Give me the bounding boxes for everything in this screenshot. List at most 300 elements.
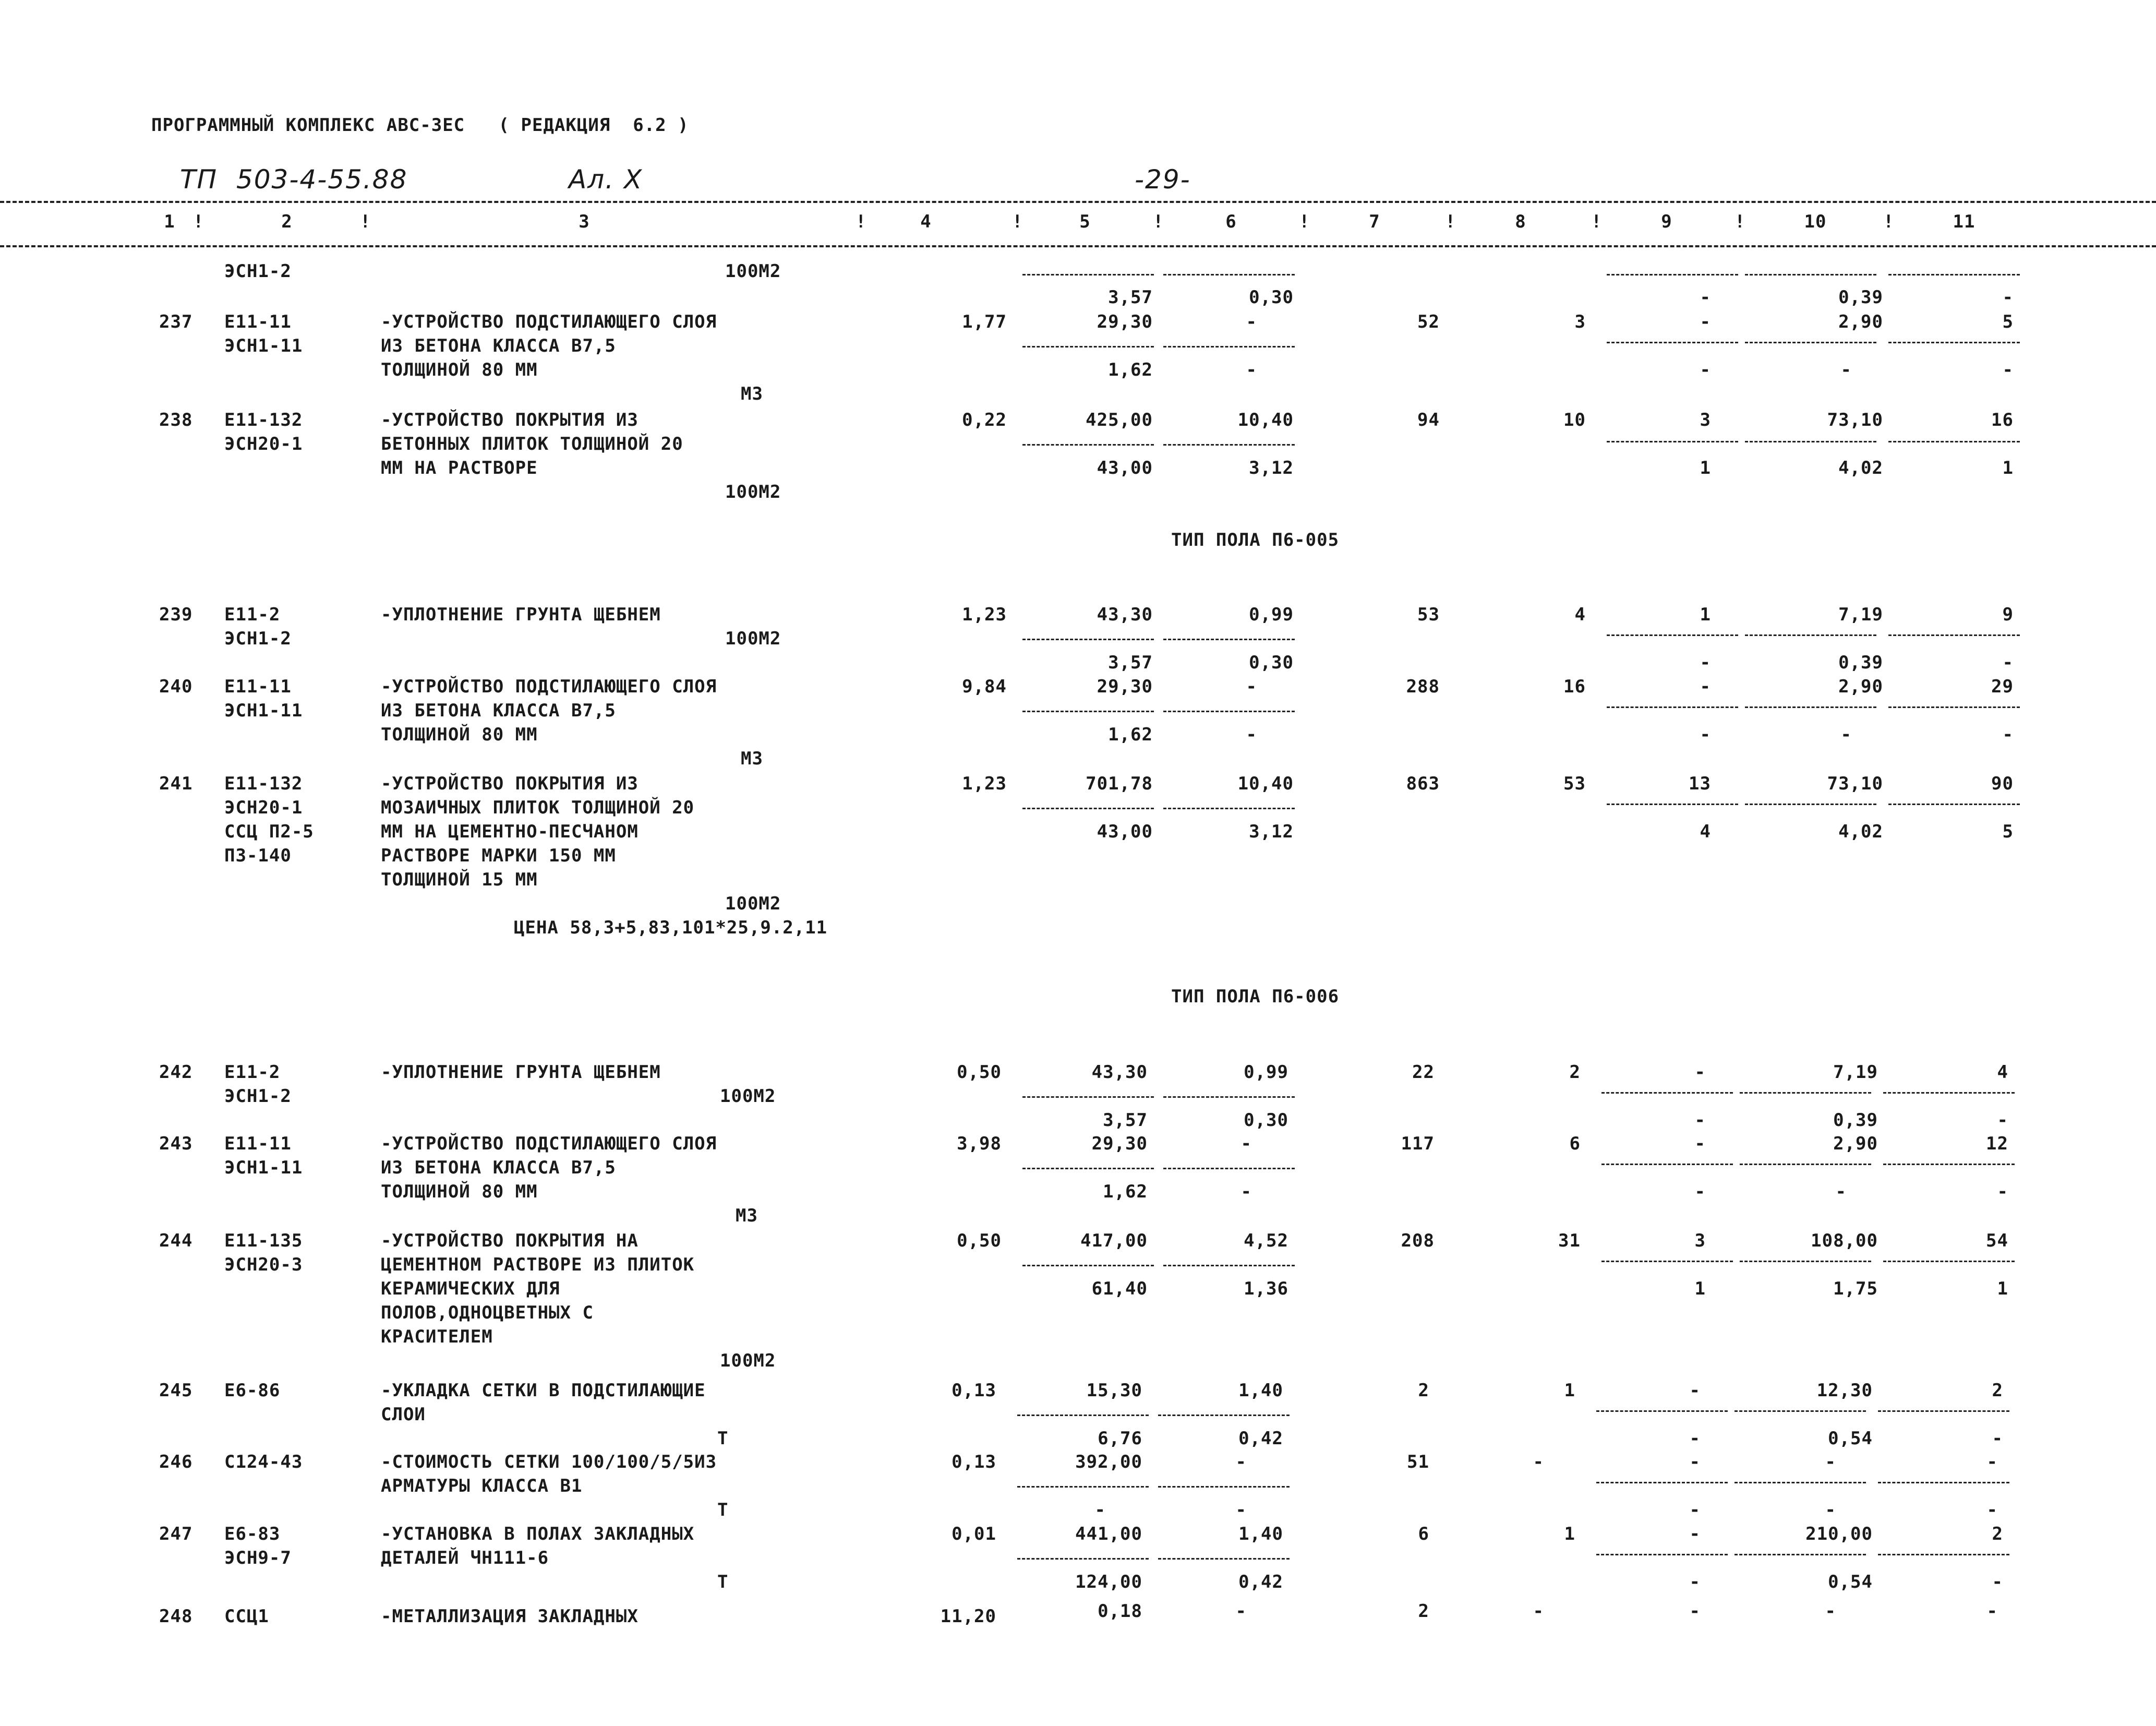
cell: 29 [1991,676,2014,697]
description: МОЗАИЧНЫХ ПЛИТОК ТОЛЩИНОЙ 20 [381,797,695,818]
cell: - [1840,359,1852,380]
separator [1163,639,1295,640]
separator [1735,1482,1866,1483]
cell: 1 [1700,604,1711,625]
cell: 0,39 [1838,652,1883,673]
cell: 1 [2002,458,2014,478]
cell: 1 [1694,1278,1706,1299]
separator [1745,634,1876,636]
program-title: ПРОГРАММНЫЙ КОМПЛЕКС АВС-3ЕС ( РЕДАКЦИЯ 6.2 ) [151,115,689,136]
separator [1607,634,1738,636]
separator [1607,342,1738,343]
cell: 43,00 [1097,821,1153,842]
cell: 73,10 [1827,773,1883,794]
cell: - [1825,1452,1836,1472]
separator [1888,634,2020,636]
separator [1888,441,2020,442]
cell: - [1997,1181,2008,1202]
cell: - [1246,359,1257,380]
separator [1740,1261,1871,1262]
separator [1017,1415,1149,1416]
cell: - [2002,652,2014,673]
separator [1596,1554,1728,1555]
code: Е6-86 [224,1380,281,1401]
cell: - [1694,1110,1706,1131]
separator [1883,1164,2015,1165]
separator [1022,1168,1154,1169]
description: КРАСИТЕЛЕМ [381,1326,493,1347]
cell: 0,50 [957,1230,1002,1251]
cell: - [1689,1524,1701,1544]
cell: 425,00 [1086,410,1153,430]
separator [1607,274,1738,275]
row-number: 237 [159,311,193,332]
col-sep: ! [1735,211,1746,232]
col-sep: ! [1012,211,1023,232]
cell: - [1533,1601,1544,1622]
description: ПОЛОВ,ОДНОЦВЕТНЫХ С [381,1302,594,1323]
cell: 10,40 [1237,773,1294,794]
unit: 100М2 [720,1350,776,1371]
cell: 4 [1574,604,1586,625]
cell: 4,02 [1838,821,1883,842]
cell: 701,78 [1086,773,1153,794]
row-number: 246 [159,1452,193,1472]
description: -УКЛАДКА СЕТКИ В ПОДСТИЛАЮЩИЕ [381,1380,706,1401]
cell: 117 [1401,1133,1435,1154]
col-sep: ! [1445,211,1456,232]
separator [1601,1092,1733,1094]
cell: - [1986,1601,1998,1622]
cell: 3,12 [1249,458,1294,478]
unit: Т [717,1572,729,1592]
description: БЕТОННЫХ ПЛИТОК ТОЛЩИНОЙ 20 [381,434,683,454]
separator [1022,444,1154,446]
project-code: ТП 503-4-55.88 [180,164,408,195]
cell: 1,36 [1244,1278,1288,1299]
cell: 6 [1569,1133,1581,1154]
separator [1607,706,1738,708]
cell: 2 [1992,1380,2003,1401]
cell: - [1694,1181,1706,1202]
description: ИЗ БЕТОНА КЛАССА В7,5 [381,700,616,721]
cell: 2,90 [1838,676,1883,697]
cell: 3 [1694,1230,1706,1251]
cell: 43,30 [1097,604,1153,625]
cell: 0,50 [957,1062,1002,1083]
cell: 29,30 [1097,311,1153,332]
cell: 4,02 [1838,458,1883,478]
separator [1888,804,2020,805]
cell: 2 [1992,1524,2003,1544]
price-note: ЦЕНА 58,3+5,83,101*25,9.2,11 [514,917,828,938]
cell: 7,19 [1833,1062,1878,1083]
cell: 0,99 [1244,1062,1288,1083]
cell: - [1689,1572,1701,1592]
col-6: 6 [1225,211,1237,232]
row-number: 247 [159,1524,193,1544]
cell: 210,00 [1805,1524,1873,1544]
cell: - [1094,1500,1106,1520]
cell: - [1700,359,1711,380]
description: -МЕТАЛЛИЗАЦИЯ ЗАКЛАДНЫХ [381,1606,639,1627]
separator [1735,1410,1866,1412]
separator [1022,274,1154,275]
code: Е11-11 [224,1133,292,1154]
cell: 53 [1417,604,1440,625]
description: ТОЛЩИНОЙ 80 ММ [381,359,538,380]
code: Е11-11 [224,311,292,332]
cell: - [2002,724,2014,745]
separator [1607,441,1738,442]
cell: 1 [1564,1524,1575,1544]
cell: 51 [1407,1452,1429,1472]
separator [1888,706,2020,708]
cell: 4 [1700,821,1711,842]
cell: - [1689,1428,1701,1449]
cell: 0,42 [1238,1428,1283,1449]
description: СЛОИ [381,1404,426,1425]
cell: 288 [1406,676,1440,697]
cell: 0,30 [1249,287,1294,308]
separator [1745,804,1876,805]
col-10: 10 [1804,211,1827,232]
description: ИЗ БЕТОНА КЛАССА В7,5 [381,335,616,356]
cell: 31 [1558,1230,1581,1251]
cell: 43,30 [1091,1062,1148,1083]
cell: - [2002,287,2014,308]
cell: - [1835,1181,1847,1202]
cell: - [1689,1500,1701,1520]
separator [1601,1261,1733,1262]
col-11: 11 [1953,211,1976,232]
code: ССЦ1 [224,1606,269,1627]
description: -УСТРОЙСТВО ПОКРЫТИЯ ИЗ [381,410,639,430]
row-number: 245 [159,1380,193,1401]
code-2: ЭСН1-2 [224,628,292,649]
cell: - [1246,724,1257,745]
col-sep: ! [856,211,867,232]
cell: 208 [1401,1230,1435,1251]
cell: - [1700,287,1711,308]
description: -СТОИМОСТЬ СЕТКИ 100/100/5/5ИЗ [381,1452,717,1472]
unit: 100М2 [725,261,781,282]
separator [1163,1168,1295,1169]
cell: 53 [1563,773,1586,794]
separator [1158,1486,1290,1488]
separator [1601,1164,1733,1165]
separator [1878,1554,2009,1555]
page-number: -29- [1135,164,1191,195]
cell: - [1235,1452,1247,1472]
separator [1017,1558,1149,1560]
code-3: ССЦ П2-5 [224,821,314,842]
col-2: 2 [281,211,293,232]
code-2: ЭСН1-11 [224,700,303,721]
cell: - [1246,311,1257,332]
separator [1883,1261,2015,1262]
separator [1596,1410,1728,1412]
separator [1022,808,1154,809]
description: ММ НА ЦЕМЕНТНО-ПЕСЧАНОМ [381,821,639,842]
cell: 1,77 [962,311,1007,332]
code-2: ЭСН9-7 [224,1548,292,1568]
cell: 0,01 [951,1524,996,1544]
cell: 392,00 [1075,1452,1142,1472]
cell: 0,42 [1238,1572,1283,1592]
cell: 124,00 [1075,1572,1142,1592]
col-8: 8 [1515,211,1526,232]
cell: 6 [1418,1524,1429,1544]
cell: 2,90 [1838,311,1883,332]
separator [1745,441,1876,442]
cell: - [1986,1500,1998,1520]
code-2: ЭСН20-3 [224,1254,303,1275]
cell: 1,62 [1108,724,1153,745]
col-1: 1 [164,211,175,232]
cell: 52 [1417,311,1440,332]
cell: 1,23 [962,604,1007,625]
row-number: 239 [159,604,193,625]
cell: 3 [1700,410,1711,430]
code: Е11-2 [224,1062,281,1083]
cell: 90 [1991,773,2014,794]
unit: М3 [741,383,763,404]
description: ТОЛЩИНОЙ 80 ММ [381,1181,538,1202]
unit: 100М2 [720,1086,776,1107]
separator [1878,1482,2009,1483]
code-4: П3-140 [224,845,292,866]
code: Е11-135 [224,1230,303,1251]
cell: - [1689,1601,1701,1622]
cell: 29,30 [1097,676,1153,697]
separator [1163,444,1295,446]
separator [1596,1482,1728,1483]
cell: 5 [2002,821,2014,842]
cell: - [1235,1601,1247,1622]
cell: - [2002,359,2014,380]
description: ЦЕМЕНТНОМ РАСТВОРЕ ИЗ ПЛИТОК [381,1254,695,1275]
description: ИЗ БЕТОНА КЛАССА В7,5 [381,1157,616,1178]
separator [1740,1164,1871,1165]
cell: 0,99 [1249,604,1294,625]
cell: - [1533,1452,1544,1472]
cell: 9,84 [962,676,1007,697]
cell: 0,54 [1828,1572,1873,1592]
cell: 4,52 [1244,1230,1288,1251]
col-sep: ! [1299,211,1310,232]
cell: - [1235,1500,1247,1520]
cell: 15,30 [1086,1380,1142,1401]
cell: - [1246,676,1257,697]
section-title: ТИП ПОЛА П6-005 [1171,530,1340,550]
cell: 16 [1991,410,2014,430]
description: РАСТВОРЕ МАРКИ 150 ММ [381,845,616,866]
cell: - [1992,1428,2003,1449]
row-number: 248 [159,1606,193,1627]
cell: 1 [1997,1278,2008,1299]
col-sep: ! [1883,211,1895,232]
separator [1022,711,1154,712]
separator [1745,706,1876,708]
col-3: 3 [579,211,590,232]
cell: 417,00 [1080,1230,1148,1251]
cell: - [1992,1572,2003,1592]
cell: 29,30 [1091,1133,1148,1154]
cell: 4 [1997,1062,2008,1083]
description: -УПЛОТНЕНИЕ ГРУНТА ЩЕБНЕМ [381,604,661,625]
unit: 100М2 [725,482,781,502]
code: С124-43 [224,1452,303,1472]
col-sep: ! [193,211,204,232]
cell: - [1700,724,1711,745]
col-sep: ! [1591,211,1603,232]
col-5: 5 [1079,211,1091,232]
unit: Т [717,1428,729,1449]
separator [1022,639,1154,640]
cell: - [1689,1452,1701,1472]
separator [1163,1265,1295,1266]
separator [1022,346,1154,347]
cell: 2 [1418,1601,1429,1622]
cell: 0,13 [951,1452,996,1472]
code-2: ЭСН20-1 [224,434,303,454]
unit: Т [717,1500,729,1520]
separator [1022,1096,1154,1098]
cell: 12 [1986,1133,2008,1154]
cell: 10 [1563,410,1586,430]
cell: 0,39 [1838,287,1883,308]
separator [1163,1096,1295,1098]
cell: 441,00 [1075,1524,1142,1544]
code-2: ЭСН1-11 [224,335,303,356]
cell: - [1825,1601,1836,1622]
cell: 94 [1417,410,1440,430]
cell: 1,40 [1238,1524,1283,1544]
cell: - [1997,1110,2008,1131]
separator [1022,1265,1154,1266]
cell: 0,18 [1098,1601,1142,1622]
cell: 1,40 [1238,1380,1283,1401]
col-sep: ! [360,211,371,232]
unit: 100М2 [725,893,781,914]
cell: - [1240,1181,1252,1202]
cell: 3,57 [1103,1110,1148,1131]
cell: 0,30 [1249,652,1294,673]
row-number: 238 [159,410,193,430]
cell: - [1840,724,1852,745]
cell: 16 [1563,676,1586,697]
cell: 2 [1418,1380,1429,1401]
cell: 0,54 [1828,1428,1873,1449]
cell: - [1240,1133,1252,1154]
cell: 1,75 [1833,1278,1878,1299]
description: ТОЛЩИНОЙ 80 ММ [381,724,538,745]
separator [1878,1410,2009,1412]
description: ТОЛЩИНОЙ 15 ММ [381,869,538,890]
col-sep: ! [1153,211,1164,232]
separator [1017,1486,1149,1488]
description: -УСТРОЙСТВО ПОДСТИЛАЮЩЕГО СЛОЯ [381,1133,717,1154]
col-4: 4 [920,211,932,232]
cell: - [1700,676,1711,697]
code: Е11-11 [224,676,292,697]
cell: - [1700,652,1711,673]
cell: 10,40 [1237,410,1294,430]
separator [1163,808,1295,809]
description: АРМАТУРЫ КЛАССА В1 [381,1476,583,1496]
cell: 1 [1564,1380,1575,1401]
separator [1745,274,1876,275]
cell: - [1694,1062,1706,1083]
cell: 0,13 [951,1380,996,1401]
unit: М3 [736,1205,758,1226]
code-2: ЭСН1-11 [224,1157,303,1178]
cell: 0,39 [1833,1110,1878,1131]
cell: 22 [1412,1062,1435,1083]
code-2: ЭСН1-2 [224,261,292,282]
description: -УСТРОЙСТВО ПОКРЫТИЯ НА [381,1230,639,1251]
cell: 11,20 [940,1606,996,1627]
cell: 7,19 [1838,604,1883,625]
code-2: ЭСН20-1 [224,797,303,818]
cell: 0,30 [1244,1110,1288,1131]
description: КЕРАМИЧЕСКИХ ДЛЯ [381,1278,560,1299]
row-number: 244 [159,1230,193,1251]
separator [1163,274,1295,275]
description: -УСТАНОВКА В ПОЛАХ ЗАКЛАДНЫХ [381,1524,695,1544]
code: Е11-2 [224,604,281,625]
code: Е11-132 [224,410,303,430]
separator [1158,1558,1290,1560]
cell: - [1986,1452,1998,1472]
col-7: 7 [1369,211,1380,232]
cell: 0,22 [962,410,1007,430]
header-bottom-rule [0,245,2156,247]
code: Е6-83 [224,1524,281,1544]
description: ДЕТАЛЕЙ ЧН111-6 [381,1548,549,1568]
separator [1883,1092,2015,1094]
separator [1745,342,1876,343]
description: -УСТРОЙСТВО ПОКРЫТИЯ ИЗ [381,773,639,794]
separator [1888,274,2020,275]
separator [1163,711,1295,712]
unit: 100М2 [725,628,781,649]
cell: - [1694,1133,1706,1154]
cell: 863 [1406,773,1440,794]
code: Е11-132 [224,773,303,794]
cell: 3,57 [1108,652,1153,673]
cell: 2 [1569,1062,1581,1083]
separator [1740,1092,1871,1094]
cell: 1 [1700,458,1711,478]
separator [1888,342,2020,343]
cell: 43,00 [1097,458,1153,478]
cell: 108,00 [1811,1230,1878,1251]
unit: М3 [741,748,763,769]
cell: 3 [1574,311,1586,332]
cell: 2,90 [1833,1133,1878,1154]
cell: 3,98 [957,1133,1002,1154]
cell: - [1700,311,1711,332]
cell: - [1689,1380,1701,1401]
cell: - [1825,1500,1836,1520]
description: -УПЛОТНЕНИЕ ГРУНТА ЩЕБНЕМ [381,1062,661,1083]
cell: 5 [2002,311,2014,332]
description: ММ НА РАСТВОРЕ [381,458,538,478]
row-number: 242 [159,1062,193,1083]
separator [1158,1415,1290,1416]
